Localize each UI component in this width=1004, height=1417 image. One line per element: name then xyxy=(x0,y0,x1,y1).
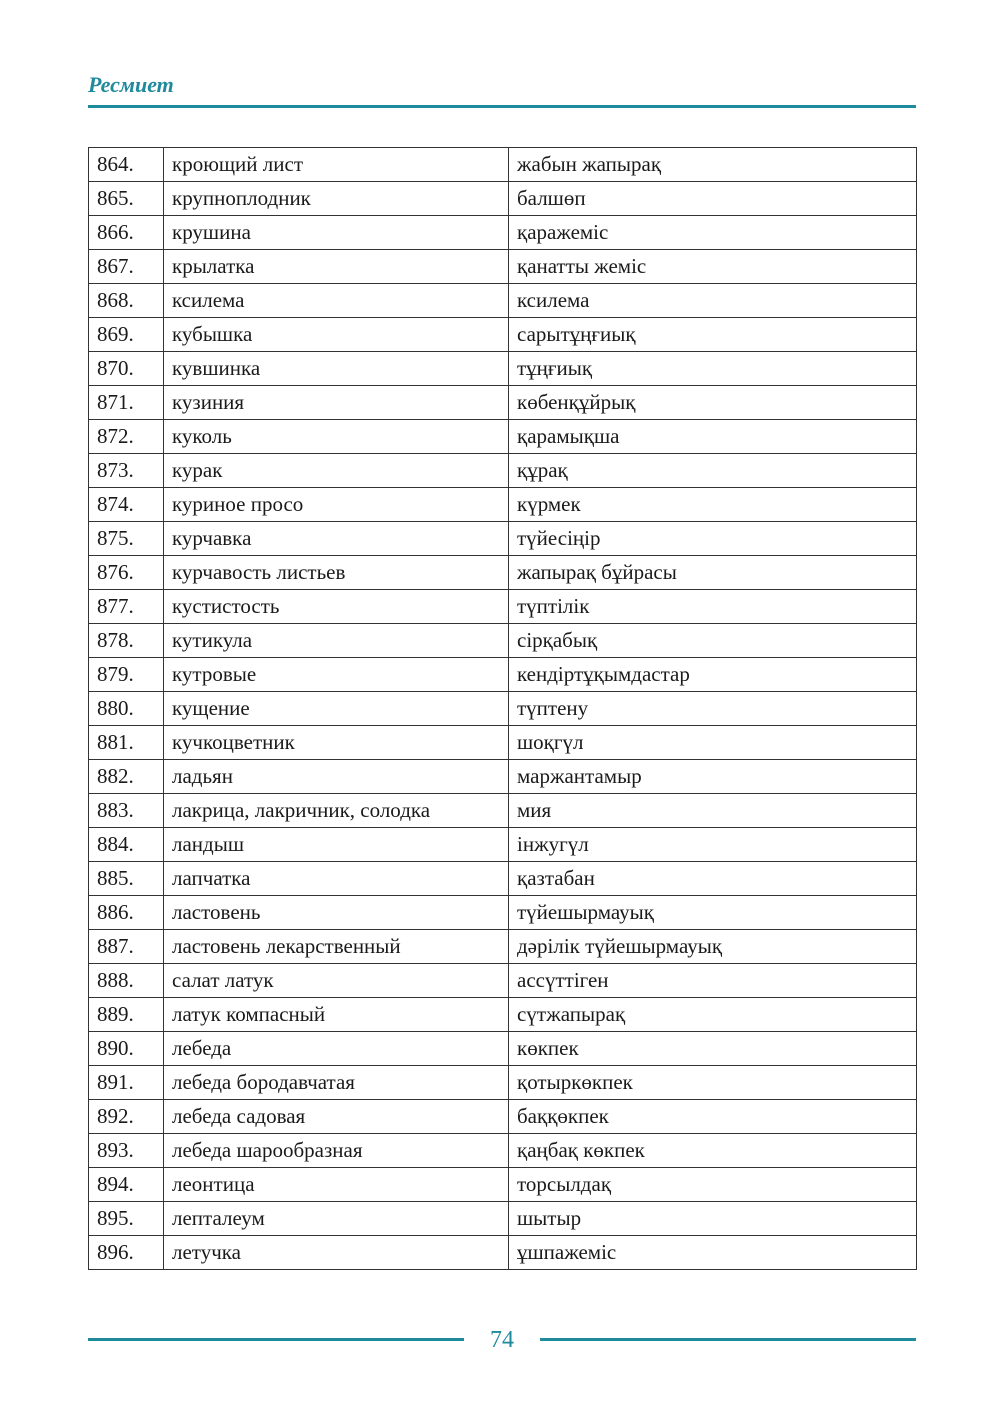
entry-number: 869. xyxy=(89,318,164,352)
page-number: 74 xyxy=(490,1327,514,1353)
entry-number: 867. xyxy=(89,250,164,284)
table-row xyxy=(89,658,917,692)
russian-term: кроющий лист xyxy=(164,148,509,182)
table-row xyxy=(89,828,917,862)
kazakh-term: сірқабық xyxy=(509,624,917,658)
kazakh-term: түйешырмауық xyxy=(509,896,917,930)
table-row xyxy=(89,352,917,386)
russian-term: лапчатка xyxy=(164,862,509,896)
russian-term: крупноплодник xyxy=(164,182,509,216)
kazakh-term: сүтжапырақ xyxy=(509,998,917,1032)
table-row xyxy=(89,216,917,250)
entry-number: 868. xyxy=(89,284,164,318)
kazakh-term: ұшпажеміс xyxy=(509,1236,917,1270)
table-row xyxy=(89,930,917,964)
entry-number: 875. xyxy=(89,522,164,556)
russian-term: лебеда бородавчатая xyxy=(164,1066,509,1100)
table-row xyxy=(89,522,917,556)
entry-number: 864. xyxy=(89,148,164,182)
kazakh-term: түптену xyxy=(509,692,917,726)
russian-term: кущение xyxy=(164,692,509,726)
entry-number: 881. xyxy=(89,726,164,760)
russian-term: кустистость xyxy=(164,590,509,624)
table-row xyxy=(89,896,917,930)
entry-number: 870. xyxy=(89,352,164,386)
kazakh-term: жапырақ бұйрасы xyxy=(509,556,917,590)
kazakh-term: інжугүл xyxy=(509,828,917,862)
table-row xyxy=(89,590,917,624)
kazakh-term: маржантамыр xyxy=(509,760,917,794)
russian-term: курак xyxy=(164,454,509,488)
entry-number: 872. xyxy=(89,420,164,454)
kazakh-term: көбенқұйрық xyxy=(509,386,917,420)
russian-term: курчавка xyxy=(164,522,509,556)
russian-term: леонтица xyxy=(164,1168,509,1202)
table-row xyxy=(89,964,917,998)
kazakh-term: қанатты жеміс xyxy=(509,250,917,284)
table-row xyxy=(89,726,917,760)
entry-number: 866. xyxy=(89,216,164,250)
russian-term: кубышка xyxy=(164,318,509,352)
kazakh-term: баққөкпек xyxy=(509,1100,917,1134)
russian-term: лебеда садовая xyxy=(164,1100,509,1134)
entry-number: 876. xyxy=(89,556,164,590)
kazakh-term: түптілік xyxy=(509,590,917,624)
running-header-title: Ресмиет xyxy=(88,72,174,97)
entry-number: 871. xyxy=(89,386,164,420)
table-row xyxy=(89,284,917,318)
table-row xyxy=(89,454,917,488)
entry-number: 882. xyxy=(89,760,164,794)
table-row xyxy=(89,1202,917,1236)
russian-term: латук компасный xyxy=(164,998,509,1032)
table-row xyxy=(89,1168,917,1202)
russian-term: лакрица, лакричник, солодка xyxy=(164,794,509,828)
kazakh-term: қотыркөкпек xyxy=(509,1066,917,1100)
kazakh-term: құрақ xyxy=(509,454,917,488)
table-row xyxy=(89,250,917,284)
kazakh-term: мия xyxy=(509,794,917,828)
kazakh-term: қазтабан xyxy=(509,862,917,896)
russian-term: кутровые xyxy=(164,658,509,692)
russian-term: кувшинка xyxy=(164,352,509,386)
table-row xyxy=(89,1066,917,1100)
russian-term: салат латук xyxy=(164,964,509,998)
kazakh-term: торсылдақ xyxy=(509,1168,917,1202)
table-row xyxy=(89,1236,917,1270)
table-row xyxy=(89,148,917,182)
entry-number: 885. xyxy=(89,862,164,896)
russian-term: ладьян xyxy=(164,760,509,794)
table-row xyxy=(89,624,917,658)
table-row xyxy=(89,760,917,794)
entry-number: 883. xyxy=(89,794,164,828)
entry-number: 895. xyxy=(89,1202,164,1236)
table-row xyxy=(89,862,917,896)
russian-term: ксилема xyxy=(164,284,509,318)
entry-number: 891. xyxy=(89,1066,164,1100)
entry-number: 865. xyxy=(89,182,164,216)
table-row xyxy=(89,182,917,216)
kazakh-term: ксилема xyxy=(509,284,917,318)
kazakh-term: қаражеміс xyxy=(509,216,917,250)
glossary-table-body xyxy=(89,148,917,1270)
table-row xyxy=(89,420,917,454)
russian-term: летучка xyxy=(164,1236,509,1270)
entry-number: 892. xyxy=(89,1100,164,1134)
russian-term: кучкоцветник xyxy=(164,726,509,760)
russian-term: ландыш xyxy=(164,828,509,862)
russian-term: ластовень лекарственный xyxy=(164,930,509,964)
footer-rule-right xyxy=(540,1338,916,1341)
entry-number: 878. xyxy=(89,624,164,658)
russian-term: ластовень xyxy=(164,896,509,930)
russian-term: кузиния xyxy=(164,386,509,420)
russian-term: кутикула xyxy=(164,624,509,658)
kazakh-term: сарытұңғиық xyxy=(509,318,917,352)
kazakh-term: дәрілік түйешырмауық xyxy=(509,930,917,964)
kazakh-term: ассүттіген xyxy=(509,964,917,998)
kazakh-term: тұңғиық xyxy=(509,352,917,386)
russian-term: курчавость листьев xyxy=(164,556,509,590)
table-row xyxy=(89,1100,917,1134)
table-row xyxy=(89,318,917,352)
russian-term: крылатка xyxy=(164,250,509,284)
kazakh-term: күрмек xyxy=(509,488,917,522)
table-row xyxy=(89,488,917,522)
kazakh-term: көкпек xyxy=(509,1032,917,1066)
table-row xyxy=(89,1134,917,1168)
entry-number: 890. xyxy=(89,1032,164,1066)
entry-number: 889. xyxy=(89,998,164,1032)
table-row xyxy=(89,998,917,1032)
entry-number: 879. xyxy=(89,658,164,692)
table-row xyxy=(89,692,917,726)
kazakh-term: балшөп xyxy=(509,182,917,216)
header-rule xyxy=(88,105,916,108)
glossary-table xyxy=(88,147,917,1270)
entry-number: 886. xyxy=(89,896,164,930)
russian-term: лебеда шарообразная xyxy=(164,1134,509,1168)
table-row xyxy=(89,1032,917,1066)
entry-number: 887. xyxy=(89,930,164,964)
table-row xyxy=(89,386,917,420)
entry-number: 884. xyxy=(89,828,164,862)
russian-term: лебеда xyxy=(164,1032,509,1066)
russian-term: лепталеум xyxy=(164,1202,509,1236)
kazakh-term: шоқгүл xyxy=(509,726,917,760)
entry-number: 880. xyxy=(89,692,164,726)
russian-term: куколь xyxy=(164,420,509,454)
entry-number: 877. xyxy=(89,590,164,624)
russian-term: куриное просо xyxy=(164,488,509,522)
kazakh-term: қарамықша xyxy=(509,420,917,454)
entry-number: 888. xyxy=(89,964,164,998)
footer-rule-left xyxy=(88,1338,464,1341)
entry-number: 896. xyxy=(89,1236,164,1270)
entry-number: 893. xyxy=(89,1134,164,1168)
table-row xyxy=(89,794,917,828)
entry-number: 894. xyxy=(89,1168,164,1202)
entry-number: 873. xyxy=(89,454,164,488)
kazakh-term: түйесіңір xyxy=(509,522,917,556)
kazakh-term: жабын жапырақ xyxy=(509,148,917,182)
kazakh-term: шытыр xyxy=(509,1202,917,1236)
kazakh-term: қаңбақ көкпек xyxy=(509,1134,917,1168)
russian-term: крушина xyxy=(164,216,509,250)
kazakh-term: кендіртұқымдастар xyxy=(509,658,917,692)
table-row xyxy=(89,556,917,590)
entry-number: 874. xyxy=(89,488,164,522)
